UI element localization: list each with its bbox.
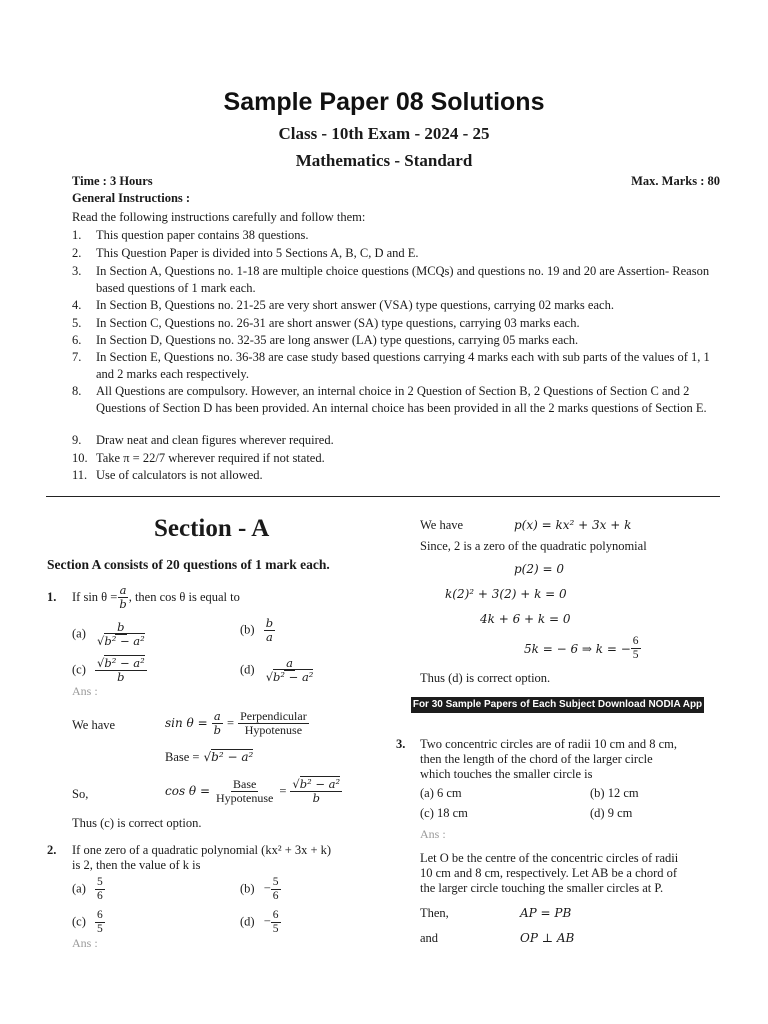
option-c [72,909,105,936]
option-c: (c) 18 cm [420,806,468,820]
instruction-number: 4. [72,298,82,312]
option-b [240,617,275,644]
equation-line: AP = PB [520,906,572,920]
app-promo-banner[interactable]: For 30 Sample Papers of Each Subject Download NODIA App [411,697,704,713]
fraction-6-5: $\frac{6}{5}$ [632,635,639,661]
instruction-text: This Question Paper is divided into 5 Sections A, B, C, D and E. [96,246,419,260]
page-title: Sample Paper 08 Solutions [223,88,545,116]
base-label: Base = [165,750,200,764]
instruction-text: Use of calculators is not allowed. [96,468,263,482]
solution-line: the larger circle touching the smaller circles at P. [420,881,664,895]
option-a [72,621,147,648]
instructions-intro: Read the following instructions carefully and follow them: [72,210,366,224]
instruction-number: 3. [72,264,82,278]
section-subheading: Section A consists of 20 questions of 1 mark each. [47,557,330,572]
fraction-a-over-b: $\frac{a}{b}$ [119,583,127,611]
equation-line: k(2)² + 3(2) + k = 0 [445,587,567,601]
option-b: (b) − $\frac{5}{6}$ [240,876,279,902]
cos-lhs: cos θ = [165,784,211,798]
option-label: (d) [240,914,255,929]
equation-text: 5k = − 6 ⇒ k = − [524,641,631,656]
question-stem-line: which touches the smaller circle is [420,767,593,781]
fraction-a-over-b: $\frac{a}{b}$ [213,709,222,737]
sin-equation: sin θ = $\frac{a}{b}$ = $\frac{\text{Perpendicular}}{\text{Hypotenuse}}$ [165,709,307,737]
option-a: (a) 6 cm [420,786,462,800]
we-have-label: We have [72,718,116,732]
answer-label: Ans : [420,827,446,841]
equation-line: 4k + 6 + k = 0 [480,612,571,626]
option-label: (a) [72,626,86,641]
divider-line [46,496,720,497]
instruction-number: 5. [72,316,82,330]
solution-line: Let O be the centre of the concentric circles of radii [420,851,679,865]
answer-label: Ans : [72,684,98,698]
option-d: (d) 9 cm [590,806,633,820]
option-label: (d) [240,662,255,677]
option-math: $\frac{5}{6}$ [272,876,279,902]
instruction-text: In Section E, Questions no. 36-38 are case study based questions carrying 4 marks each with sub parts of the values of 1, 1 and 2 marks each respectively. [96,350,710,381]
q2-conclusion: Thus (d) is correct option. [420,671,551,685]
fraction-base-hyp: $\frac{\text{Base}}{\text{Hypotenuse}}$ [216,777,274,805]
option-d: (d) − $\frac{6}{5}$ [240,909,279,935]
answer-label: Ans : [72,936,98,950]
max-marks-label: Max. Marks : 80 [631,174,720,188]
question-number: 1. [47,590,57,604]
option-math: $\frac{5}{6}$ [97,876,103,902]
instruction-number: 8. [72,384,82,398]
option-label: (a) [72,881,86,896]
class-line: Class - 10th Exam - 2024 - 25 [278,124,490,143]
q1-conclusion: Thus (c) is correct option. [72,816,202,830]
option-c [72,657,147,684]
instruction-text: All Questions are compulsory. However, an internal choice in 2 Question of Section B, 2 Questions of Section C and 2 Questions of Section D has been provided. An internal choice has been provided in all the 2 marks questions of Section E. [96,384,707,415]
instruction-number: 9. [72,433,82,447]
option-math: $\frac{a}{\text{√b² − a²}}$ [265,656,314,684]
question-stem-line: then the length of the chord of the larger circle [420,752,653,766]
option-b: (b) 12 cm [590,786,639,800]
then-label: Then, [420,906,449,920]
option-label: (b) [240,622,255,637]
fraction-perp-hyp: $\frac{\text{Perpendicular}}{\text{Hypotenuse}}$ [240,709,307,737]
base-equation: Base = √b² − a² [165,750,254,764]
instruction-number: 10. [72,451,88,465]
option-math: $\frac{\text{√b² − a²}}{b}$ [97,656,145,684]
instruction-text: Take π = 22/7 wherever required if not stated. [96,451,325,465]
instruction-text: This question paper contains 38 questions. [96,228,309,242]
section-heading: Section - A [154,515,270,542]
fraction-result: $\frac{\text{√b² − a²}}{b}$ [292,777,341,805]
since-text: Since, 2 is a zero of the quadratic polynomial [420,539,647,553]
equation-line: OP ⊥ AB [520,931,575,945]
option-a [72,876,105,903]
option-math: $\frac{b}{a}$ [265,616,274,644]
equation-line: p(2) = 0 [514,562,564,576]
question-stem-line: is 2, then the value of k is [72,858,201,872]
cos-equation: cos θ = $\frac{\text{Base}}{\text{Hypotenuse}}$ = $\frac{\text{√b² − a²}}{b}$ [165,777,341,805]
time-label: Time : 3 Hours [72,174,153,188]
option-label: (c) [72,914,86,929]
question-stem-post: , then cos θ is equal to [128,590,240,604]
option-math: $\frac{6}{5}$ [97,909,103,935]
option-label: (c) [72,662,86,677]
instruction-number: 6. [72,333,82,347]
option-d [240,657,315,684]
so-label: So, [72,787,89,801]
question-stem [72,584,240,611]
instruction-number: 1. [72,228,82,242]
instruction-text: In Section D, Questions no. 32-35 are long answer (LA) type questions, carrying 05 marks each. [96,333,579,347]
instruction-text: Draw neat and clean figures wherever required. [96,433,334,447]
polynomial: p(x) = kx² + 3x + k [514,518,632,532]
instruction-text: In Section C, Questions no. 26-31 are short answer (SA) type questions, carrying 03 marks each. [96,316,580,330]
option-math: $\frac{b}{\text{√b² − a²}}$ [97,620,145,648]
solution-line: 10 cm and 8 cm, respectively. Let AB be a chord of [420,866,678,880]
instruction-number: 2. [72,246,82,260]
question-stem-pre: If sin θ = [72,590,118,604]
instruction-text: In Section A, Questions no. 1-18 are multiple choice questions (MCQs) and questions no. 19 and 20 are Assertion- Reason based questions of 1 mark each. [96,264,710,295]
sin-lhs: sin θ = [165,716,208,730]
instruction-number: 11. [72,468,88,482]
question-stem-line: If one zero of a quadratic polynomial (kx² + 3x + k) [72,843,332,857]
option-math: $\frac{6}{5}$ [272,909,279,935]
we-have-label: We have [420,518,464,532]
option-label: (b) [240,881,255,896]
question-stem-line: Two concentric circles are of radii 10 cm and 8 cm, [420,737,678,751]
equation-line [524,635,641,662]
instruction-number: 7. [72,350,82,364]
general-instructions-heading: General Instructions : [72,191,191,205]
question-number: 2. [47,843,57,857]
instruction-text: In Section B, Questions no. 21-25 are very short answer (VSA) type questions, carrying 02 marks each. [96,298,614,312]
and-label: and [420,931,439,945]
subject-line: Mathematics - Standard [295,151,473,170]
question-number: 3. [396,737,406,751]
